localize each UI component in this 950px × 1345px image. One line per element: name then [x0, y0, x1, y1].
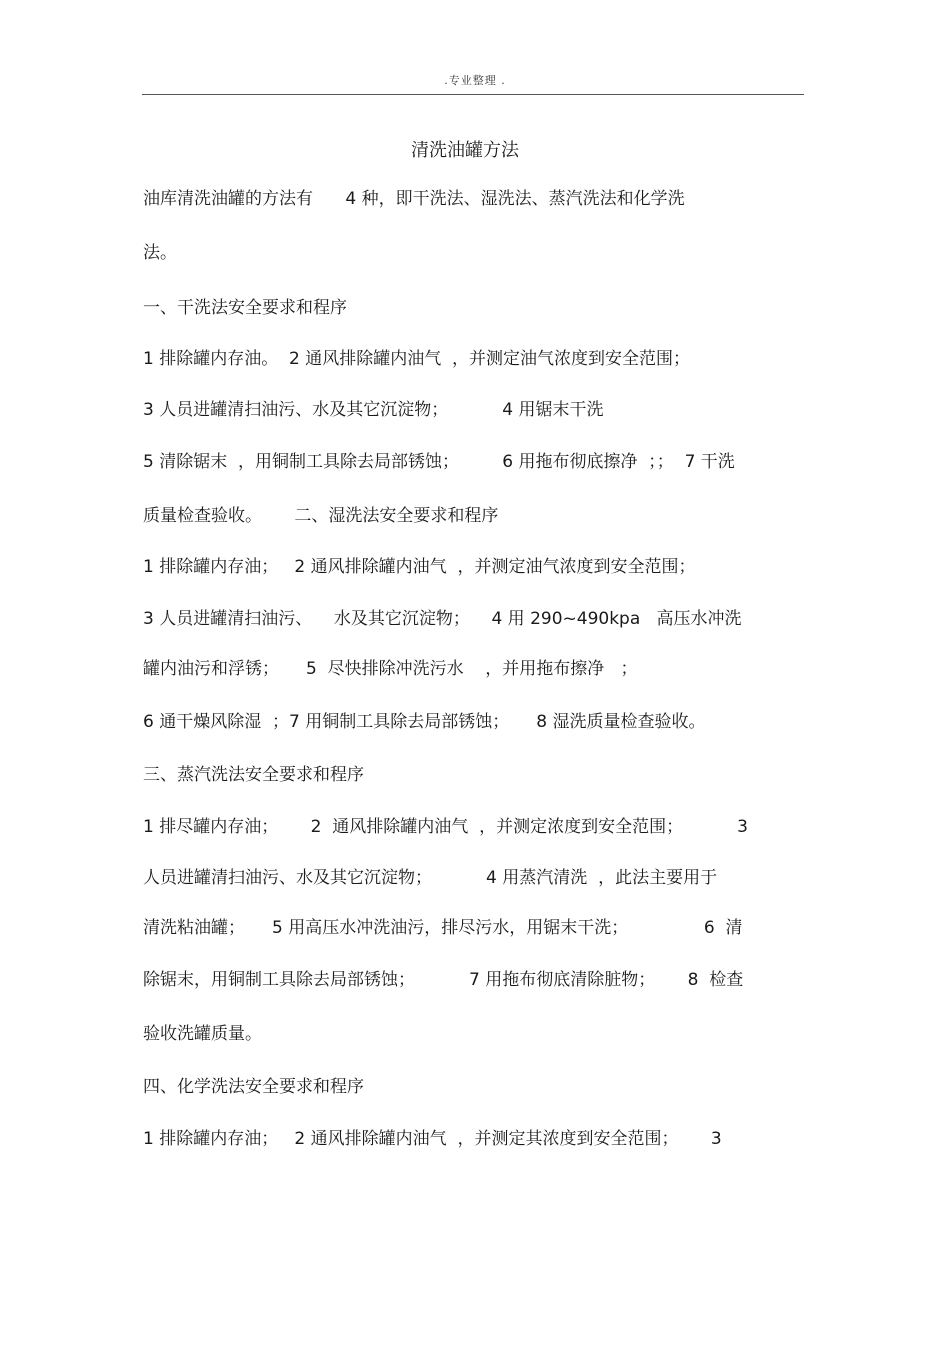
paragraph-line: 1 排尽罐内存油； 2 通风排除罐内油气 ，并测定浓度到安全范围； 3 [143, 817, 748, 837]
header-divider [142, 94, 804, 95]
paragraph-line: 6 通干燥风除湿 ；7 用铜制工具除去局部锈蚀； 8 湿洗质量检查验收。 [143, 712, 706, 732]
paragraph-line: 1 排除罐内存油； 2 通风排除罐内油气 ，并测定油气浓度到安全范围； [143, 557, 696, 577]
page-header: .专业整理 . [444, 74, 506, 87]
paragraph-line: 验收洗罐质量。 [143, 1024, 262, 1044]
document-title: 清洗油罐方法 [411, 140, 519, 161]
paragraph-line: 人员进罐清扫油污、水及其它沉淀物； 4 用蒸汽清洗 ，此法主要用于 [143, 868, 718, 888]
paragraph-line: 质量检查验收。 二、湿洗法安全要求和程序 [143, 506, 499, 526]
paragraph-line: 油库清洗油罐的方法有 4 种，即干洗法、湿洗法、蒸汽洗法和化学洗 [143, 189, 685, 209]
paragraph-line: 1 排除罐内存油。 2 通风排除罐内油气 ，并测定油气浓度到安全范围； [143, 349, 691, 369]
paragraph-line: 清洗粘油罐； 5 用高压水冲洗油污，排尽污水，用锯末干洗； 6 清 [143, 918, 743, 938]
paragraph-line: 1 排除罐内存油； 2 通风排除罐内油气 ，并测定其浓度到安全范围； 3 [143, 1129, 722, 1149]
section-heading-dry-wash: 一、干洗法安全要求和程序 [143, 298, 347, 318]
paragraph-line: 罐内油污和浮锈； 5 尽快排除冲洗污水 ，并用拖布擦净 ； [143, 659, 638, 679]
paragraph-line: 3 人员进罐清扫油污、 水及其它沉淀物； 4 用 290~490kpa 高压水冲洗 [143, 609, 742, 629]
paragraph-line: 5 清除锯末 ，用铜制工具除去局部锈蚀； 6 用拖布彻底擦净 ；； 7 干洗 [143, 452, 735, 472]
paragraph-line: 法。 [143, 243, 177, 263]
section-heading-chemical-wash: 四、化学洗法安全要求和程序 [143, 1077, 364, 1097]
paragraph-line: 除锯末，用铜制工具除去局部锈蚀； 7 用拖布彻底清除脏物； 8 检查 [143, 970, 744, 990]
paragraph-line: 3 人员进罐清扫油污、水及其它沉淀物； 4 用锯末干洗 [143, 400, 604, 420]
section-heading-steam-wash: 三、蒸汽洗法安全要求和程序 [143, 765, 364, 785]
